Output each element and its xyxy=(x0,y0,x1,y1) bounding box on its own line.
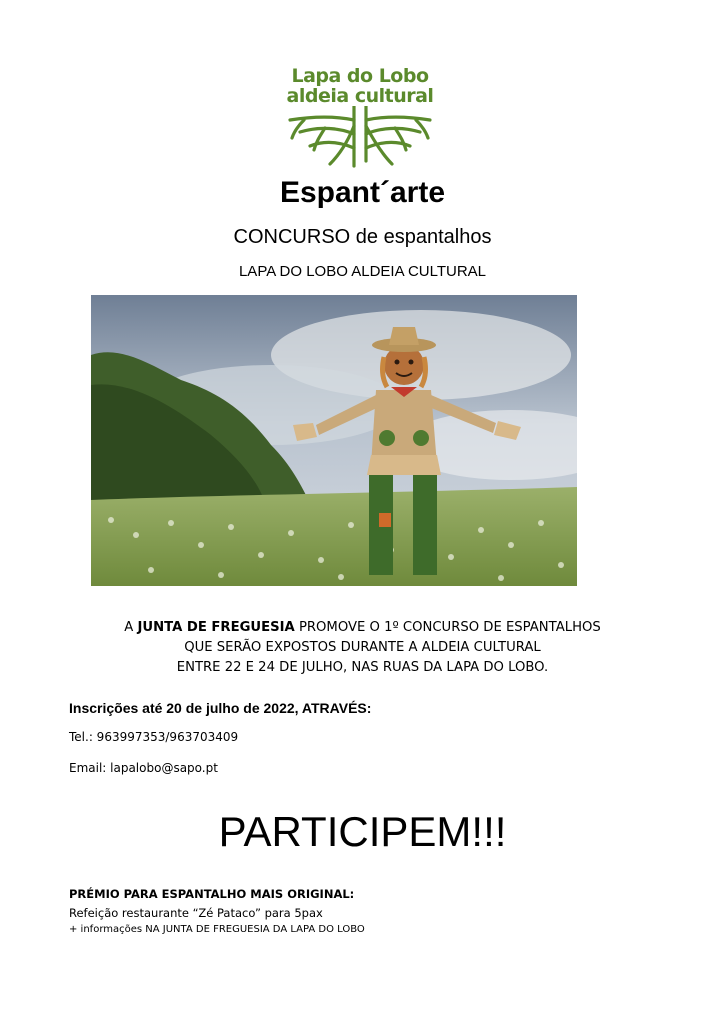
promo-line-3: ENTRE 22 E 24 DE JULHO, NAS RUAS DA LAPA DO LOBO. xyxy=(176,660,549,675)
registration-heading-suffix: , ATRAVÉS: xyxy=(294,700,372,716)
promo-line-1 xyxy=(0,618,725,638)
more-info: + informações NA JUNTA DE FREGUESIA DA LAPA DO LOBO xyxy=(69,924,365,935)
scarecrow-photo xyxy=(91,295,577,586)
logo xyxy=(270,62,450,172)
call-to-action: PARTICIPEM!!! xyxy=(218,808,507,855)
registration-heading-date: Inscrições até 20 de julho de 2022 xyxy=(69,700,295,716)
promo-line-1-suffix: PROMOVE O 1º CONCURSO DE ESPANTALHOS xyxy=(294,620,601,635)
email-address: Email: lapalobo@sapo.pt xyxy=(69,761,218,775)
prize-detail: Refeição restaurante “Zé Pataco” para 5pax xyxy=(69,906,323,920)
promo-line-1-bold: JUNTA DE FREGUESIA xyxy=(137,620,295,635)
prize-heading: PRÉMIO PARA ESPANTALHO MAIS ORIGINAL: xyxy=(69,887,355,901)
event-title: Espant´arte xyxy=(279,176,446,209)
logo-line-2: aldeia cultural xyxy=(286,85,434,107)
phone-numbers: Tel.: 963997353/963703409 xyxy=(69,730,239,744)
promo-line-1-prefix: A xyxy=(124,620,138,635)
promo-line-2: QUE SERÃO EXPOSTOS DURANTE A ALDEIA CULTURAL xyxy=(184,640,541,655)
roots-icon xyxy=(270,106,450,172)
promo-text xyxy=(0,618,725,678)
organizer-name: LAPA DO LOBO ALDEIA CULTURAL xyxy=(238,263,487,280)
scarecrow-in-field-icon xyxy=(91,295,577,586)
logo-line-1: Lapa do Lobo xyxy=(291,65,429,87)
registration-heading xyxy=(69,700,371,716)
event-subtitle: CONCURSO de espantalhos xyxy=(233,226,492,248)
